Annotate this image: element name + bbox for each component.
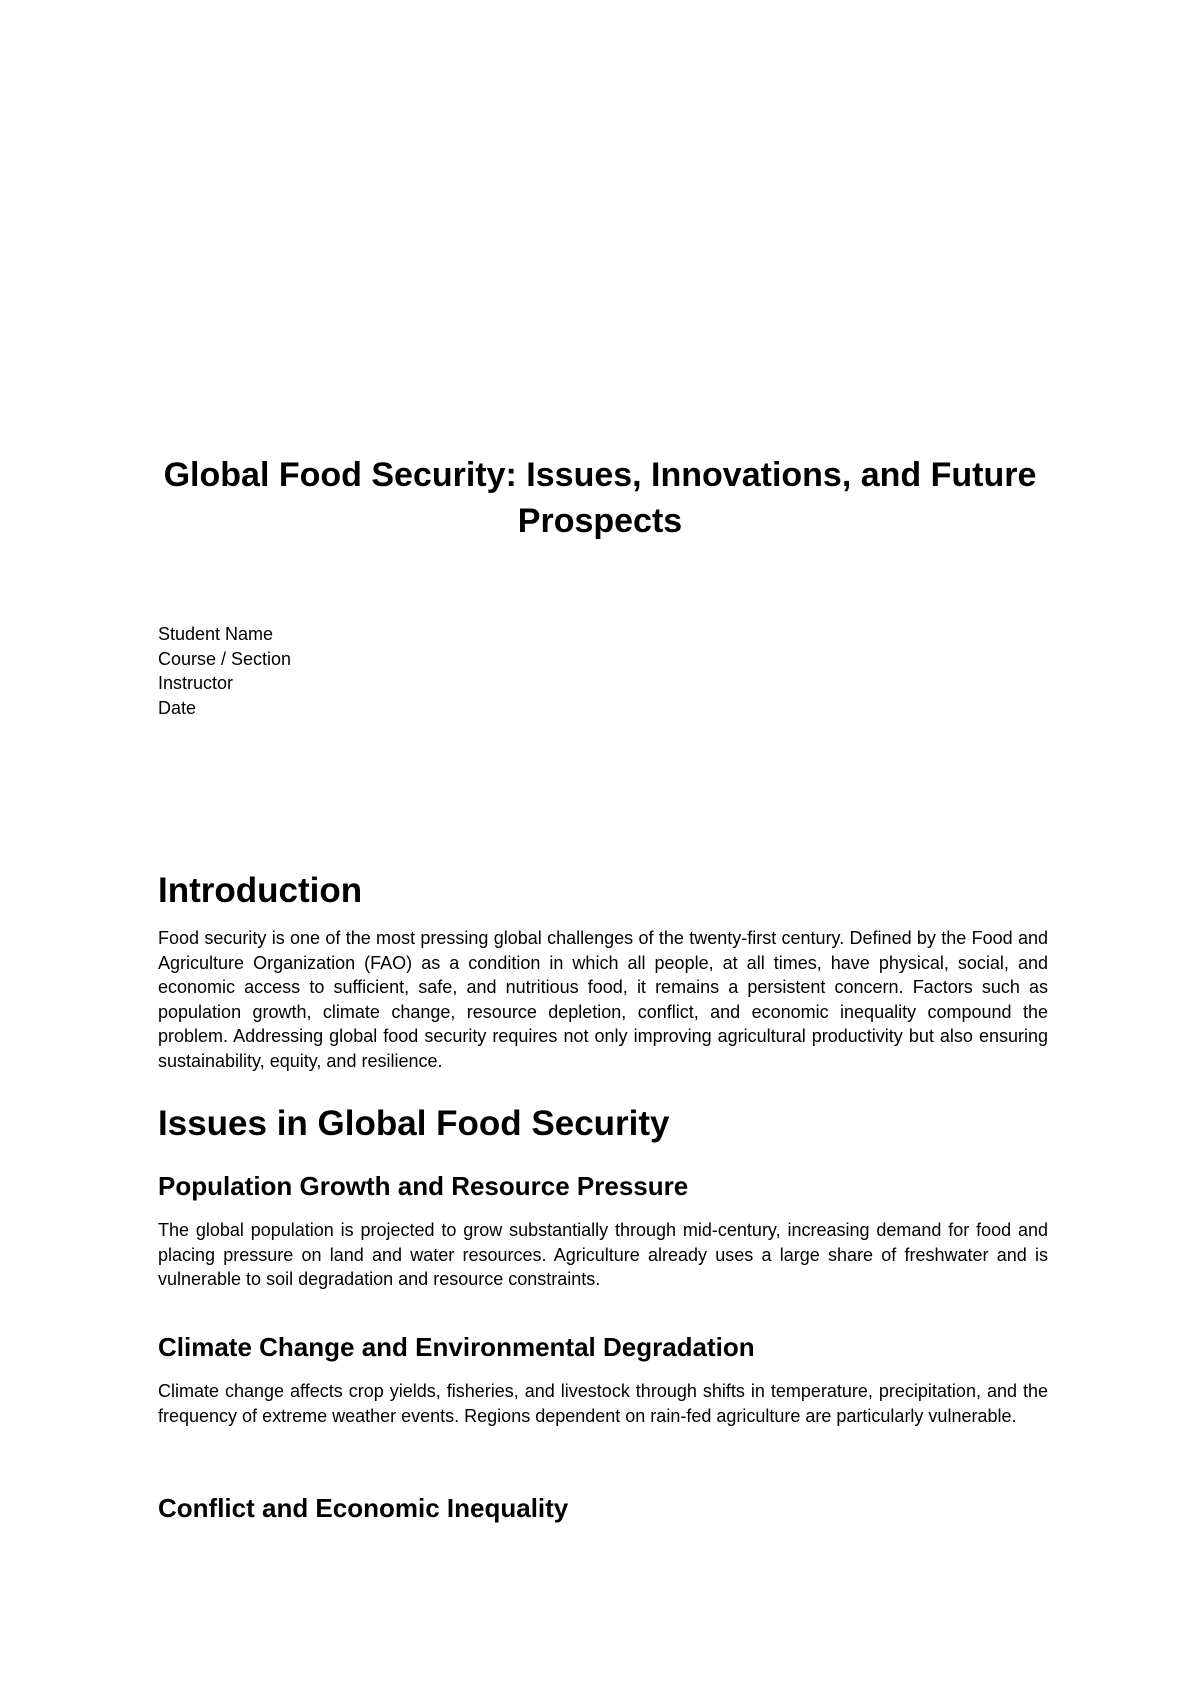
introduction-paragraph: Food security is one of the most pressing global challenges of the twenty-first century. Defined by the Food and Agriculture Organization (FAO) as a condition in which all people, at all times, have physical, social, and economic access to sufficient, safe, and nutritious food, it remains a persistent concern. Factors such as population growth, climate change, resource depletion, conflict, and economic inequality compound the problem. Addressing global food security requires not only improving agricultural productivity but also ensuring sustainability, equity, and resilience.: [158, 928, 1048, 1071]
climate-paragraph: Climate change affects crop yields, fisheries, and livestock through shifts in temperature, precipitation, and the frequency of extreme weather events. Regions dependent on rain-fed agriculture are particularly vulnerable.: [158, 1381, 1048, 1426]
issues-heading: Issues in Global Food Security: [158, 1104, 670, 1143]
document-title: Global Food Security: Issues, Innovations, and Future Prospects: [163, 456, 1037, 540]
title-page-meta: [158, 622, 291, 720]
course-section: Course / Section: [158, 648, 292, 669]
date: Date: [158, 697, 197, 718]
student-name: Student Name: [158, 624, 274, 644]
conflict-heading: Conflict and Economic Inequality: [158, 1493, 569, 1523]
instructor: Instructor: [158, 673, 234, 693]
population-heading: Population Growth and Resource Pressure: [158, 1171, 689, 1201]
population-paragraph: The global population is projected to grow substantially through mid-century, increasing demand for food and placing pressure on land and water resources. Agriculture already uses a large share of freshwater and is vulnerable to soil degradation and resource constraints.: [158, 1220, 1048, 1289]
climate-heading: Climate Change and Environmental Degradation: [158, 1332, 755, 1362]
introduction-heading: Introduction: [158, 871, 363, 910]
